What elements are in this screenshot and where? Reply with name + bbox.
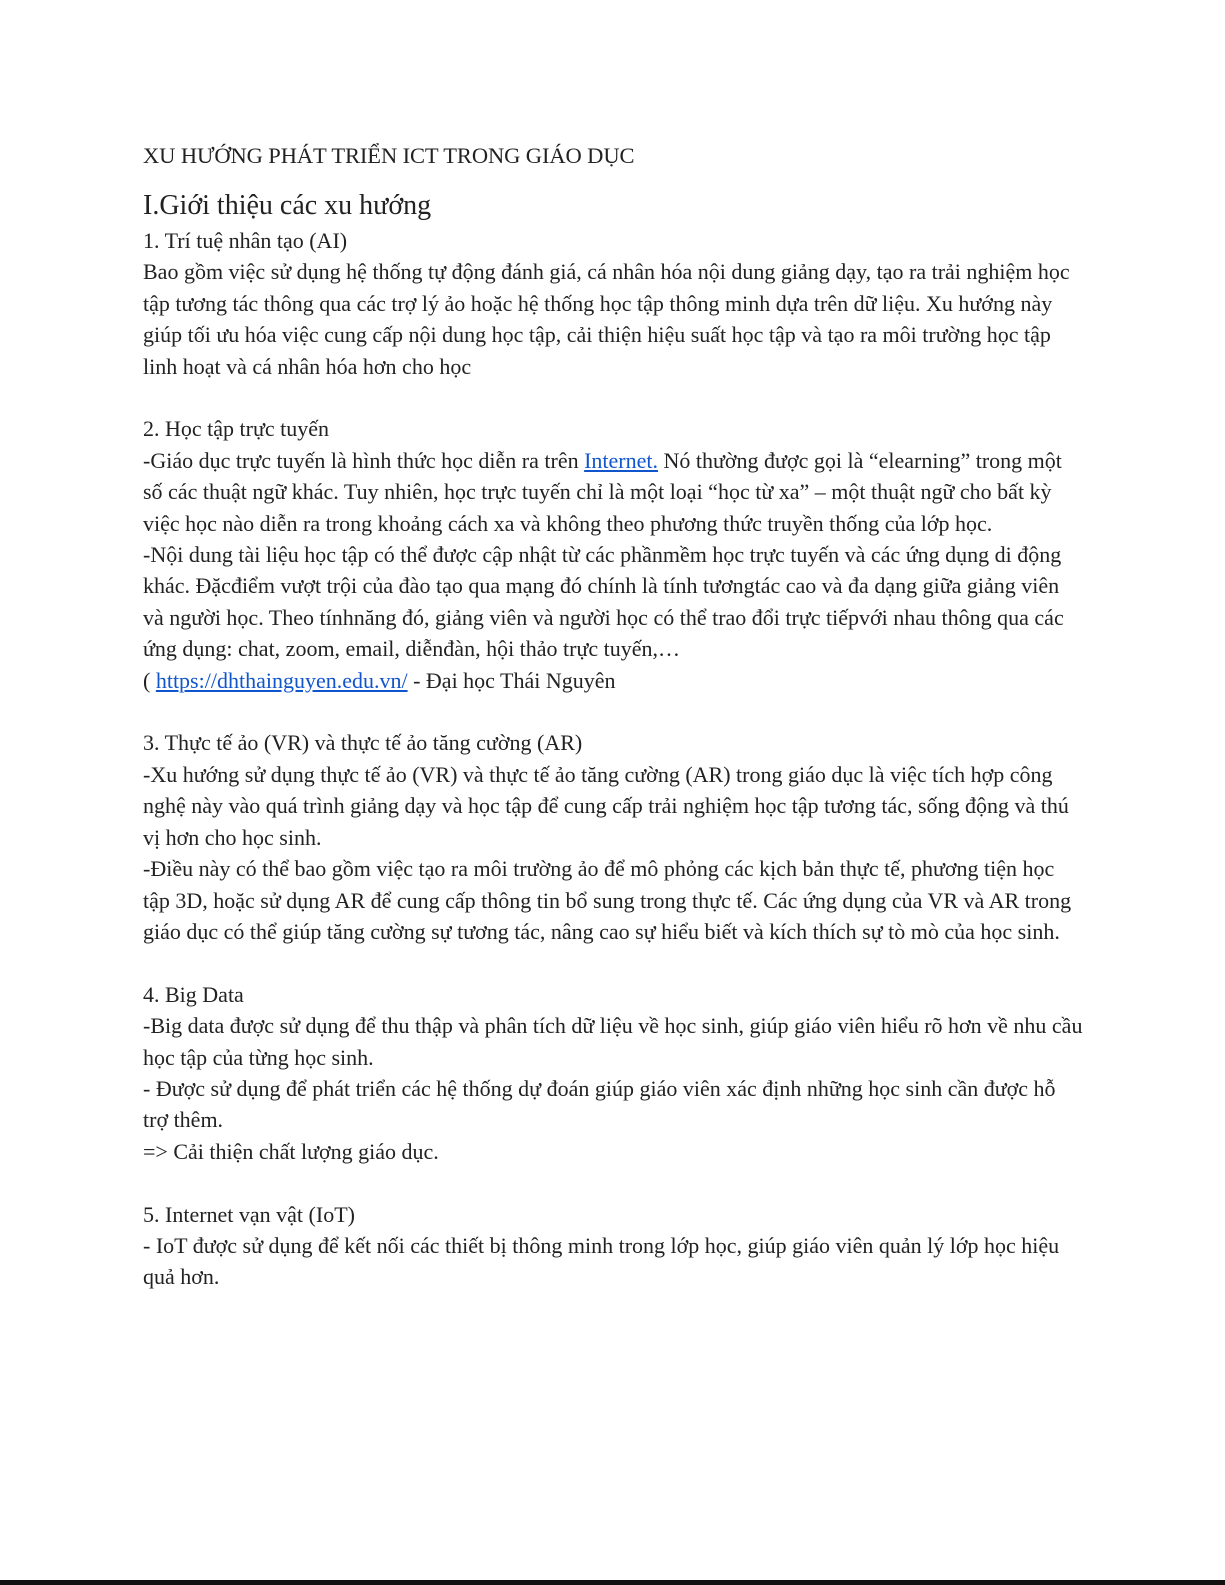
online-paragraph-1: [143, 445, 1083, 539]
big-data-heading: 4. Big Data: [143, 981, 244, 1007]
iot-paragraph-1: - IoT được sử dụng để kết nối các thiết bị thông minh trong lớp học, giúp giáo viên quản lý lớp học hiệu quả hơn.: [143, 1232, 1060, 1290]
online-paragraph-2: -Nội dung tài liệu học tập có thể được cập nhật từ các phầnmềm học trực tuyến và các ứng dụng di động khác. Đặcđiểm vượt trội của đào tạo qua mạng đó chính là tính tươngtác cao và đa dạng giữa giảng viên và người học. Theo tínhnăng đó, giảng viên và người học có thể trao đổi trực tiếpvới nhau thông qua các ứng dụng: chat, zoom, email, diễnđàn, hội thảo trực tuyến,…: [143, 542, 1064, 662]
section-heading: I.Giới thiệu các xu hướng: [143, 190, 432, 221]
online-p1-text-rest: Nó thường được gọi là “elearning” trong một số các thuật ngữ khác. Tuy nhiên, học trực tuyến chỉ là một loại “học từ xa” – một thuật ngữ cho bất kỳ việc học nào diễn ra trong khoảng cách xa và không theo phương thức truyền thống của lớp học.: [143, 447, 1062, 536]
online-source: [143, 665, 1083, 696]
page-bottom-edge: [0, 1580, 1225, 1585]
big-data-paragraph-2: - Được sử dụng để phát triển các hệ thống dự đoán giúp giáo viên xác định những học sinh cần được hỗ trợ thêm.: [143, 1075, 1056, 1133]
source-prefix: (: [143, 667, 156, 693]
big-data-paragraph-3: => Cải thiện chất lượng giáo dục.: [143, 1138, 439, 1164]
spacer: [143, 947, 1083, 978]
vr-ar-heading: 3. Thực tế ảo (VR) và thực tế ảo tăng cường (AR): [143, 730, 583, 756]
spacer: [143, 382, 1083, 413]
ai-heading: 1. Trí tuệ nhân tạo (AI): [143, 228, 348, 253]
big-data-paragraph-1: -Big data được sử dụng để thu thập và phân tích dữ liệu về học sinh, giúp giáo viên hiểu rõ hơn về nhu cầu học tập của từng học sinh.: [143, 1013, 1083, 1070]
iot-heading: 5. Internet vạn vật (IoT): [143, 1201, 355, 1227]
online-p1-text: -Giáo dục trực tuyến là hình thức học diễn ra trên: [143, 447, 585, 473]
document-title: XU HƯỚNG PHÁT TRIỂN ICT TRONG GIÁO DỤC: [143, 143, 635, 168]
spacer: [143, 696, 1083, 727]
spacer: [143, 1167, 1083, 1198]
internet-link[interactable]: Internet.: [584, 447, 658, 473]
vr-ar-paragraph-2: -Điều này có thể bao gồm việc tạo ra môi trường ảo để mô phỏng các kịch bản thực tế, phương tiện học tập 3D, hoặc sử dụng AR để cung cấp thông tin bổ sung trong thực tế. Các ứng dụng của VR và AR trong giáo dục có thể giúp tăng cường sự tương tác, nâng cao sự hiểu biết và kích thích sự tò mò của học sinh.: [143, 856, 1072, 944]
ai-paragraph: Bao gồm việc sử dụng hệ thống tự động đánh giá, cá nhân hóa nội dung giảng dạy, tạo ra trải nghiệm học tập tương tác thông qua các trợ lý ảo hoặc hệ thống học tập thông minh dựa trên dữ liệu. Xu hướng này giúp tối ưu hóa việc cung cấp nội dung học tập, cải thiện hiệu suất học tập và tạo ra môi trường học tập linh hoạt và cá nhân hóa hơn cho học: [143, 259, 1070, 379]
vr-ar-paragraph-1: -Xu hướng sử dụng thực tế ảo (VR) và thực tế ảo tăng cường (AR) trong giáo dục là việc tích hợp công nghệ này vào quá trình giảng dạy và học tập để cung cấp trải nghiệm học tập tương tác, sống động và thú vị hơn cho học sinh.: [143, 761, 1069, 850]
source-suffix: - Đại học Thái Nguyên: [407, 667, 616, 693]
source-link[interactable]: https://dhthainguyen.edu.vn/: [155, 667, 408, 693]
online-heading: 2. Học tập trực tuyến: [143, 416, 330, 442]
document-page: [143, 141, 1083, 1293]
